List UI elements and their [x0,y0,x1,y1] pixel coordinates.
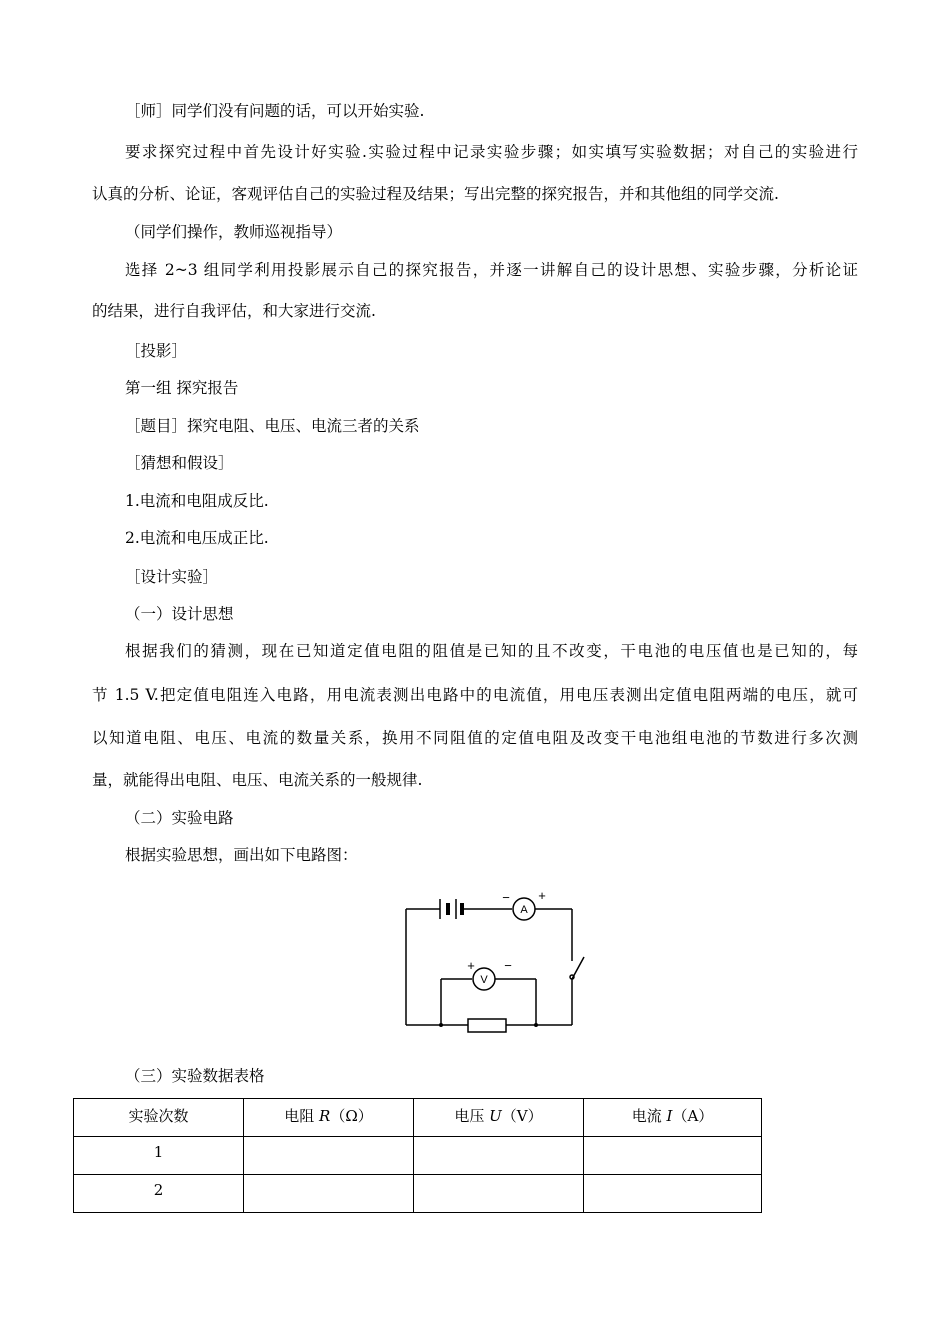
switch-contact [570,975,574,979]
junction-right [534,1023,538,1027]
text-p10: 2.电流和电压成正比. [125,529,269,547]
resistor [468,1019,506,1032]
table-cell [244,1137,414,1175]
header-current: 电流 I（A） [584,1099,762,1137]
circuit-diagram [398,885,588,1045]
table-row [74,1137,762,1175]
text-p15: 根据实验思想，画出如下电路图： [125,846,358,864]
table-row [74,1175,762,1213]
text-p6: 第一组 探究报告 [125,379,239,397]
voltmeter-label: V [480,974,488,986]
text-p13a: 根据我们的猜测，现在已知道定值电阻的阻值是已知的且不改变，干电池的电压值也是已知的，每 [125,642,858,660]
header-resistance: 电阻 R（Ω） [244,1099,414,1137]
table-header-row [74,1099,762,1137]
text-p8: ［猜想和假设］ [125,454,234,472]
junction-left [439,1023,443,1027]
table-cell [584,1137,762,1175]
text-p2a: 要求探究过程中首先设计好实验.实验过程中记录实验步骤；如实填写实验数据；对自己的实验进行 [125,143,858,161]
text-p9: 1.电流和电阻成反比. [125,492,269,510]
text-p2b: 认真的分析、论证，客观评估自己的实验过程及结果；写出完整的探究报告，并和其他组的同学交流. [92,185,779,203]
text-p16: （三）实验数据表格 [125,1067,265,1085]
text-p13b: 节 1.5 V.把定值电阻连入电路，用电流表测出电路中的电流值，用电压表测出定值电阻两端的电压，就可 [92,686,858,704]
table-cell [414,1175,584,1213]
data-table [73,1098,762,1213]
ammeter-minus: − [502,890,510,905]
ammeter-label: A [520,904,528,916]
text-p7: ［题目］探究电阻、电压、电流三者的关系 [125,417,420,435]
header-trial: 实验次数 [74,1099,244,1137]
text-p11: ［设计实验］ [125,568,219,586]
voltmeter-minus: − [504,958,512,973]
text-p3: （同学们操作，教师巡视指导） [125,223,343,241]
text-p4a: 选择 2~3 组同学利用投影展示自己的探究报告，并逐一讲解自己的设计思想、实验步骤，分析论证 [125,261,858,279]
text-p13d: 量，就能得出电阻、电压、电流关系的一般规律. [92,771,423,789]
table-cell [584,1175,762,1213]
ammeter-plus: + [538,888,546,903]
table-cell [244,1175,414,1213]
header-voltage: 电压 U（V） [414,1099,584,1137]
text-p12: （一）设计思想 [125,605,234,623]
voltmeter-plus: + [467,958,475,973]
table-cell: 2 [74,1175,244,1213]
table-cell: 1 [74,1137,244,1175]
text-p1: ［师］同学们没有问题的话，可以开始实验. [125,102,425,120]
text-p4b: 的结果，进行自我评估，和大家进行交流. [92,302,376,320]
text-p13c: 以知道电阻、电压、电流的数量关系，换用不同阻值的定值电阻及改变干电池组电池的节数进行多次测 [92,729,858,747]
text-p5: ［投影］ [125,342,188,360]
text-p14: （二）实验电路 [125,809,234,827]
table-cell [414,1137,584,1175]
